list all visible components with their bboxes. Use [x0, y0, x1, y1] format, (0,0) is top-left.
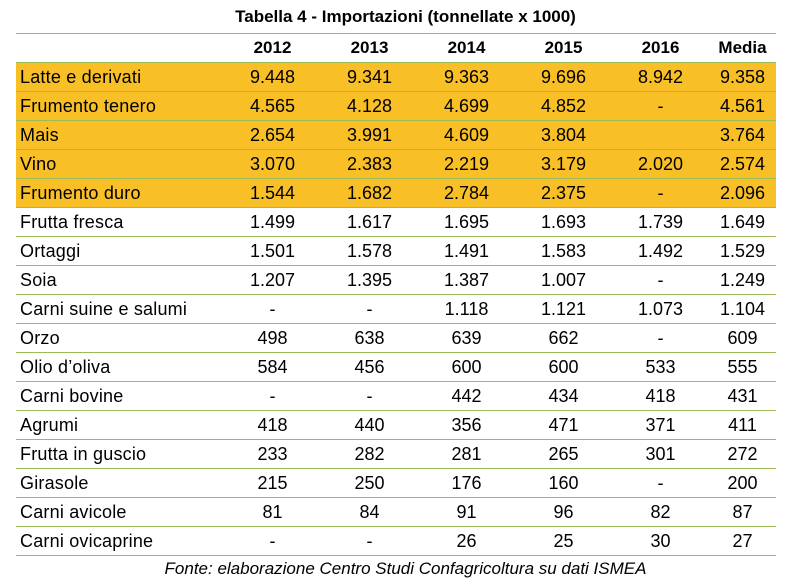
table-cell: 1.121 — [515, 295, 612, 324]
table-cell: 282 — [321, 440, 418, 469]
table-cell: 1.499 — [224, 208, 321, 237]
table-cell: 91 — [418, 498, 515, 527]
row-label: Carni avicole — [16, 498, 224, 527]
table-cell: 3.070 — [224, 150, 321, 179]
table-cell: 9.448 — [224, 63, 321, 92]
table-cell: 442 — [418, 382, 515, 411]
header-row — [16, 34, 776, 63]
table-cell: 9.358 — [709, 63, 776, 92]
column-header: 2012 — [224, 34, 321, 63]
table-cell: 250 — [321, 469, 418, 498]
table-cell: 600 — [515, 353, 612, 382]
table-cell: 356 — [418, 411, 515, 440]
table-cell: - — [224, 295, 321, 324]
row-label: Orzo — [16, 324, 224, 353]
table-cell: 2.020 — [612, 150, 709, 179]
table-cell: 440 — [321, 411, 418, 440]
table-cell: 662 — [515, 324, 612, 353]
table-row — [16, 498, 776, 527]
table-cell: 555 — [709, 353, 776, 382]
table-cell: 431 — [709, 382, 776, 411]
table-cell: 498 — [224, 324, 321, 353]
table-cell: 1.693 — [515, 208, 612, 237]
table-cell: 2.574 — [709, 150, 776, 179]
table-cell: 8.942 — [612, 63, 709, 92]
table-cell: - — [321, 527, 418, 556]
table-cell: 1.529 — [709, 237, 776, 266]
table-cell: 3.179 — [515, 150, 612, 179]
table-cell: 1.501 — [224, 237, 321, 266]
table-cell: 4.609 — [418, 121, 515, 150]
table-cell: - — [224, 527, 321, 556]
table-cell: 87 — [709, 498, 776, 527]
table-cell: 4.699 — [418, 92, 515, 121]
table-cell: 160 — [515, 469, 612, 498]
table-cell: 1.249 — [709, 266, 776, 295]
row-label: Agrumi — [16, 411, 224, 440]
table-row — [16, 440, 776, 469]
table-cell: 1.583 — [515, 237, 612, 266]
table-cell: 200 — [709, 469, 776, 498]
table-cell — [612, 121, 709, 150]
table-cell: 9.341 — [321, 63, 418, 92]
table-cell: 281 — [418, 440, 515, 469]
table-cell: 1.073 — [612, 295, 709, 324]
table-cell: 411 — [709, 411, 776, 440]
table-cell: - — [224, 382, 321, 411]
table-cell: 1.118 — [418, 295, 515, 324]
table-cell: 265 — [515, 440, 612, 469]
table-cell: 3.764 — [709, 121, 776, 150]
table-cell: 1.617 — [321, 208, 418, 237]
table-row — [16, 150, 776, 179]
table-cell: 418 — [224, 411, 321, 440]
table-row — [16, 208, 776, 237]
table-cell: 3.804 — [515, 121, 612, 150]
table-cell: 584 — [224, 353, 321, 382]
table-cell: 1.007 — [515, 266, 612, 295]
table-cell: 639 — [418, 324, 515, 353]
table-cell: 1.649 — [709, 208, 776, 237]
table-cell: 3.991 — [321, 121, 418, 150]
table-cell: 1.682 — [321, 179, 418, 208]
table-cell: - — [612, 469, 709, 498]
row-label: Carni ovicaprine — [16, 527, 224, 556]
table-row — [16, 353, 776, 382]
table-cell: 215 — [224, 469, 321, 498]
table-cell: 27 — [709, 527, 776, 556]
table-cell: 1.207 — [224, 266, 321, 295]
row-label: Frumento tenero — [16, 92, 224, 121]
row-label: Ortaggi — [16, 237, 224, 266]
row-label: Soia — [16, 266, 224, 295]
row-label: Frutta fresca — [16, 208, 224, 237]
table-cell: 1.578 — [321, 237, 418, 266]
table-cell: - — [321, 295, 418, 324]
row-label: Olio d’oliva — [16, 353, 224, 382]
table-cell: 30 — [612, 527, 709, 556]
row-label: Frumento duro — [16, 179, 224, 208]
table-cell: 371 — [612, 411, 709, 440]
column-header: 2016 — [612, 34, 709, 63]
table-cell: - — [612, 179, 709, 208]
table-row — [16, 324, 776, 353]
table-cell: 81 — [224, 498, 321, 527]
table-row — [16, 382, 776, 411]
column-header: Media — [709, 34, 776, 63]
source-note: Fonte: elaborazione Centro Studi Confagricoltura su dati ISMEA — [164, 559, 647, 578]
column-header: 2015 — [515, 34, 612, 63]
table-row — [16, 469, 776, 498]
table-cell: 176 — [418, 469, 515, 498]
table-cell: - — [612, 266, 709, 295]
table-cell: 418 — [612, 382, 709, 411]
table-row — [16, 92, 776, 121]
row-label: Latte e derivati — [16, 63, 224, 92]
table-cell: 2.784 — [418, 179, 515, 208]
table-cell: 4.565 — [224, 92, 321, 121]
column-header: 2013 — [321, 34, 418, 63]
table-cell: 2.654 — [224, 121, 321, 150]
table-cell: 456 — [321, 353, 418, 382]
table-cell: - — [612, 92, 709, 121]
column-header — [16, 34, 224, 63]
table-cell: 4.561 — [709, 92, 776, 121]
table-row — [16, 527, 776, 556]
table-cell: 1.387 — [418, 266, 515, 295]
table-cell: 26 — [418, 527, 515, 556]
table-row — [16, 266, 776, 295]
table-cell: 2.219 — [418, 150, 515, 179]
table-title: Tabella 4 - Importazioni (tonnellate x 1000) — [235, 7, 576, 26]
table-cell: 1.492 — [612, 237, 709, 266]
row-label: Frutta in guscio — [16, 440, 224, 469]
table-cell: 84 — [321, 498, 418, 527]
table-cell: 9.363 — [418, 63, 515, 92]
table-cell: 471 — [515, 411, 612, 440]
table-row — [16, 237, 776, 266]
table-row — [16, 411, 776, 440]
table-cell: 1.395 — [321, 266, 418, 295]
table-cell: 4.128 — [321, 92, 418, 121]
column-header: 2014 — [418, 34, 515, 63]
row-label: Vino — [16, 150, 224, 179]
row-label: Girasole — [16, 469, 224, 498]
row-label: Carni bovine — [16, 382, 224, 411]
table-row — [16, 295, 776, 324]
table-cell: 533 — [612, 353, 709, 382]
table-row — [16, 63, 776, 92]
table-cell: 4.852 — [515, 92, 612, 121]
table-cell: 600 — [418, 353, 515, 382]
table-cell: 434 — [515, 382, 612, 411]
table-cell: 609 — [709, 324, 776, 353]
table-cell: 1.104 — [709, 295, 776, 324]
table-cell: - — [612, 324, 709, 353]
table-cell: 2.375 — [515, 179, 612, 208]
row-label: Mais — [16, 121, 224, 150]
imports-table — [16, 33, 776, 556]
table-cell: - — [321, 382, 418, 411]
table-cell: 9.696 — [515, 63, 612, 92]
table-body — [16, 63, 776, 556]
row-label: Carni suine e salumi — [16, 295, 224, 324]
table-cell: 1.491 — [418, 237, 515, 266]
table-cell: 1.544 — [224, 179, 321, 208]
table-cell: 1.695 — [418, 208, 515, 237]
table-cell: 301 — [612, 440, 709, 469]
table-row — [16, 179, 776, 208]
table-cell: 2.383 — [321, 150, 418, 179]
table-row — [16, 121, 776, 150]
table-cell: 1.739 — [612, 208, 709, 237]
table-cell: 96 — [515, 498, 612, 527]
table-cell: 2.096 — [709, 179, 776, 208]
table-cell: 272 — [709, 440, 776, 469]
table-cell: 82 — [612, 498, 709, 527]
table-cell: 233 — [224, 440, 321, 469]
table-cell: 638 — [321, 324, 418, 353]
table-cell: 25 — [515, 527, 612, 556]
